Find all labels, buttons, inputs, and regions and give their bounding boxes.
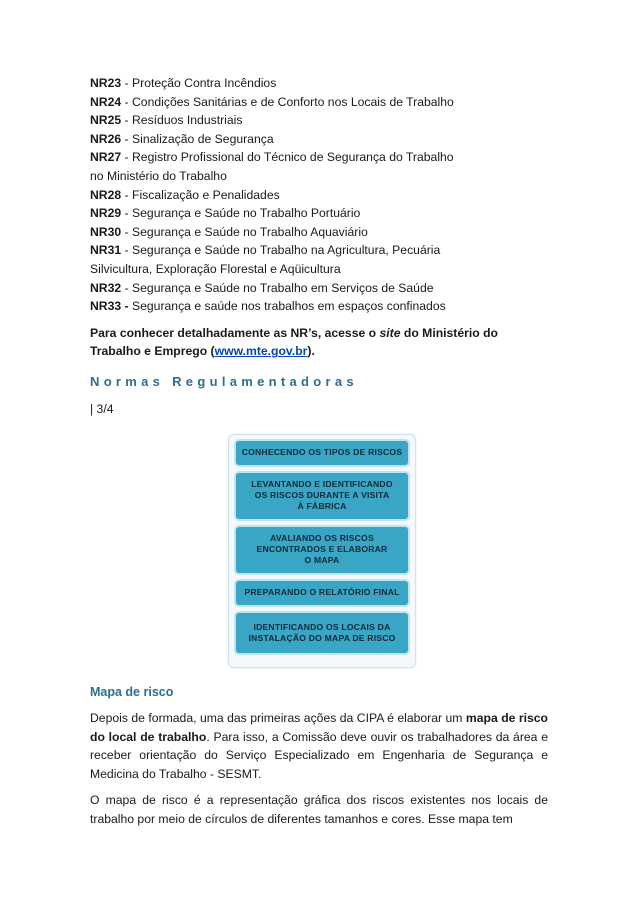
nr-text: - Fiscalização e Penalidades: [121, 187, 280, 202]
nr-list: [90, 74, 548, 316]
list-item: [90, 74, 548, 93]
list-item: [90, 279, 548, 298]
cta-text: Para conhecer detalhadamente as NR’s, acesse o: [90, 325, 380, 340]
paragraph: O mapa de risco é a representação gráfica dos riscos existentes nos locais de trabalho por meio de círculos de diferentes tamanhos e cores. Esse mapa tem: [90, 793, 548, 826]
nr-text: no Ministério do Trabalho: [90, 168, 227, 183]
nr-text: - Resíduos Industriais: [121, 113, 243, 128]
nr-text: Segurança e saúde nos trabalhos em espaços confinados: [128, 299, 446, 314]
para-text: . Para isso, a Comissão deve ouvir os trabalhadores da área e receber orientação do Serviço Especializado em Engenharia de Segurança e Medicina do Trabalho - SESMT.: [90, 729, 549, 781]
nr-code: NR30: [90, 224, 122, 239]
paragraph: [90, 709, 548, 783]
nr-text: - Segurança e Saúde no Trabalho na Agricultura, Pecuária: [121, 243, 441, 258]
mapa-heading: Mapa de risco: [90, 684, 174, 699]
cta-text: ).: [307, 344, 315, 359]
nr-code: NR32: [90, 280, 122, 295]
cta-text: do Ministério do Trabalho e Emprego (: [90, 325, 498, 359]
nr-text: - Registro Profissional do Técnico de Segurança do Trabalho: [121, 150, 454, 165]
nr-code: NR25: [90, 113, 122, 128]
nr-code: NR24: [90, 94, 122, 109]
list-item: [90, 186, 548, 205]
page-indicator: | 3/4: [90, 401, 114, 416]
cta-site-word: site: [379, 325, 401, 340]
list-item: [90, 148, 548, 167]
nr-text: - Segurança e Saúde no Trabalho em Serviços de Saúde: [121, 280, 434, 295]
list-item: [90, 297, 548, 316]
diagram-step: LEVANTANDO E IDENTIFICANDO OS RISCOS DURANTE A VISITA À FÁBRICA: [234, 471, 410, 521]
list-item: [90, 167, 548, 186]
nr-code: NR27: [90, 150, 122, 165]
nr-code: NR26: [90, 131, 122, 146]
nr-text: - Segurança e Saúde no Trabalho Aquaviário: [121, 224, 368, 239]
list-item: [90, 241, 548, 260]
list-item: [90, 111, 548, 130]
nr-text: - Segurança e Saúde no Trabalho Portuário: [121, 206, 361, 221]
section-title: Normas Regulamentadoras: [90, 373, 358, 389]
list-item: [90, 130, 548, 149]
diagram-step: CONHECENDO OS TIPOS DE RISCOS: [234, 439, 410, 467]
para-text: Depois de formada, uma das primeiras ações da CIPA é elaborar um: [90, 710, 466, 725]
list-item: [90, 93, 548, 112]
cta-paragraph: [90, 324, 548, 361]
list-item: [90, 260, 548, 279]
nr-code: NR23: [90, 76, 122, 90]
nr-text: - Proteção Contra Incêndios: [121, 76, 277, 90]
nr-code: NR28: [90, 187, 122, 202]
diagram-step: IDENTIFICANDO OS LOCAIS DA INSTALAÇÃO DO MAPA DE RISCO: [234, 611, 410, 655]
para-bold: mapa de risco do local de trabalho: [90, 710, 549, 744]
list-item: [90, 223, 548, 242]
document-page: [90, 74, 548, 828]
nr-text: - Condições Sanitárias e de Conforto nos Locais de Trabalho: [121, 94, 454, 109]
diagram-step: AVALIANDO OS RISCOS ENCONTRADOS E ELABORAR O MAPA: [234, 525, 410, 575]
nr-text: - Sinalização de Segurança: [121, 131, 274, 146]
nr-code: NR29: [90, 206, 122, 221]
list-item: [90, 204, 548, 223]
mte-link[interactable]: www.mte.gov.br: [214, 344, 308, 359]
nr-code: NR31: [90, 243, 122, 258]
nr-code: NR33 -: [90, 299, 129, 314]
nr-text: Silvicultura, Exploração Florestal e Aqüicultura: [90, 261, 341, 276]
diagram-step: PREPARANDO O RELATÓRIO FINAL: [234, 579, 410, 607]
risk-map-steps-diagram: [228, 434, 416, 668]
